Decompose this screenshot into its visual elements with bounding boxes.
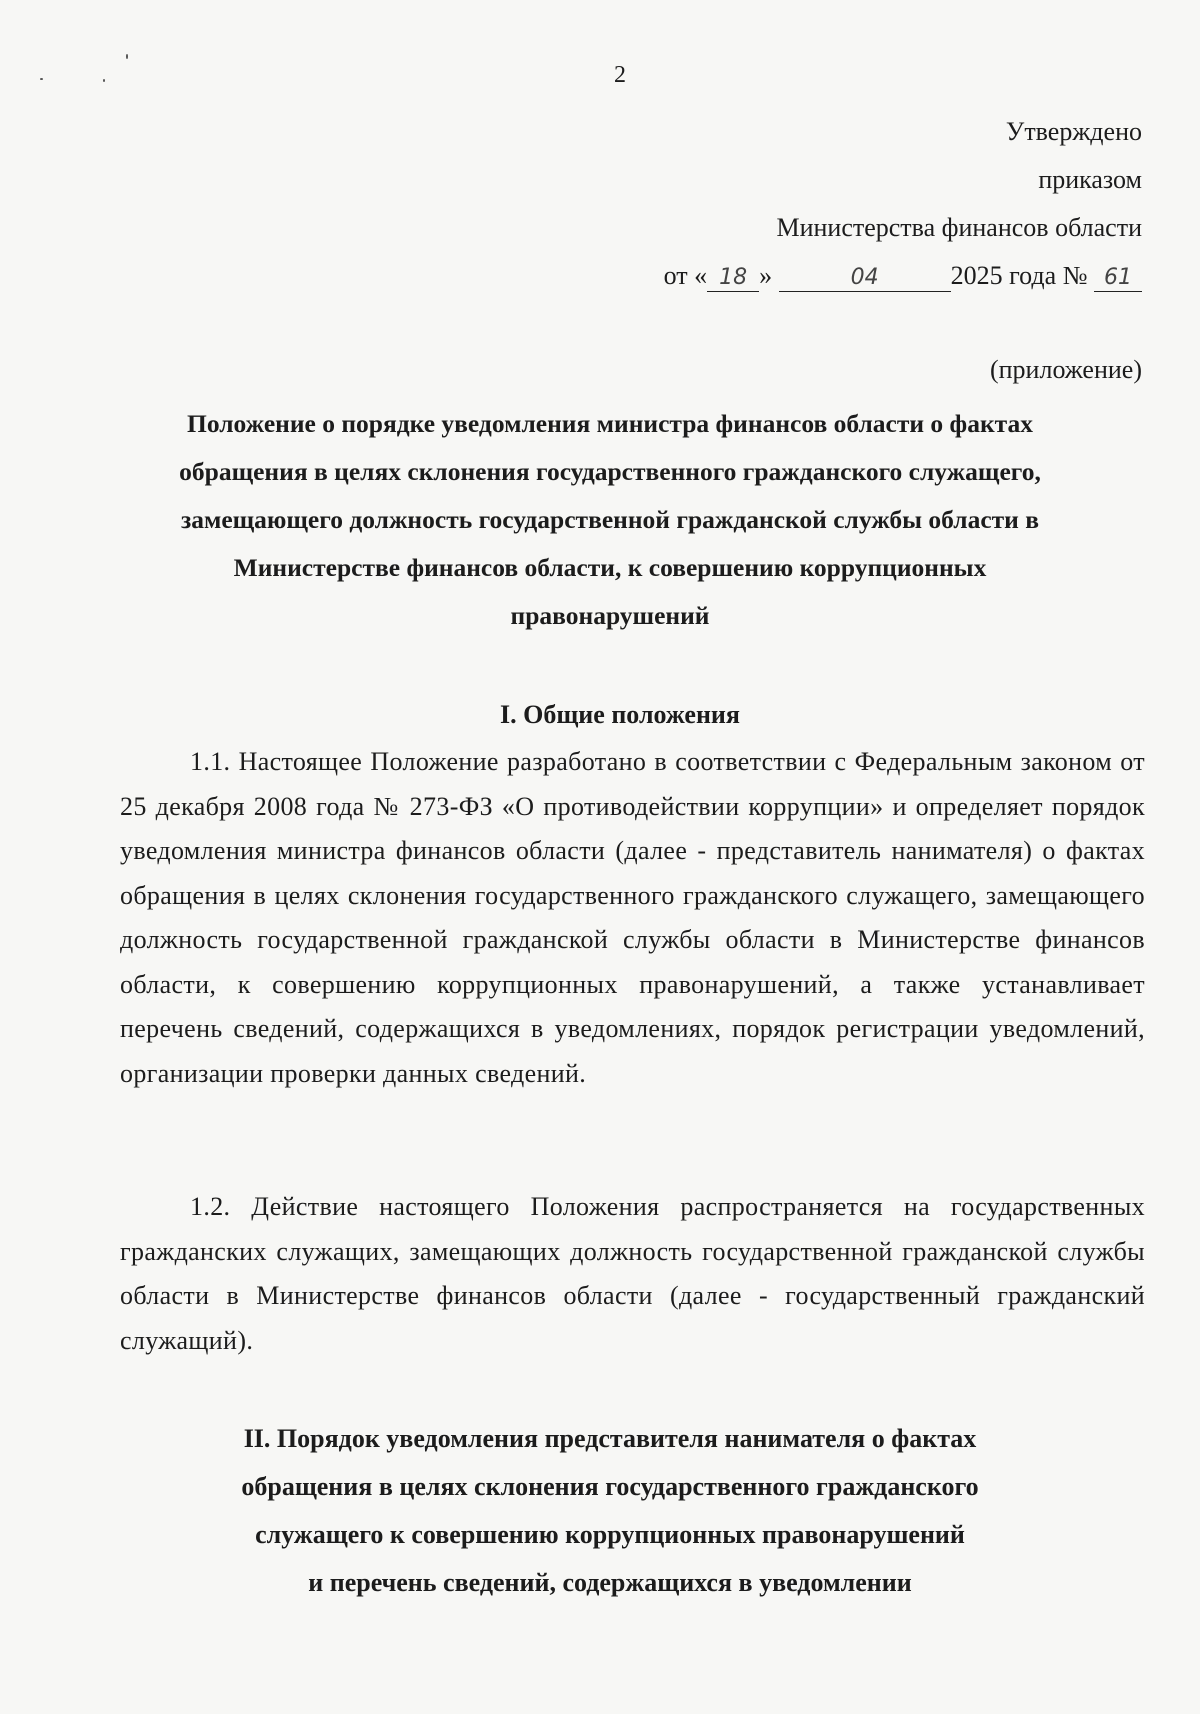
section-1-heading: I. Общие положения — [500, 700, 740, 729]
section-2-heading-line: и перечень сведений, содержащихся в уведомлении — [308, 1568, 912, 1597]
approval-label: Утверждено — [1005, 117, 1142, 146]
handwritten-month: 04 — [779, 265, 951, 292]
date-close-quote: » — [759, 261, 773, 290]
title-line: обращения в целях склонения государственного гражданского служащего, — [179, 457, 1041, 486]
document-title — [140, 400, 1080, 640]
title-line: правонарушений — [510, 601, 710, 630]
annex-label: (приложение) — [989, 355, 1142, 384]
page-number: 2 — [614, 62, 626, 88]
section-2-heading-line: служащего к совершению коррупционных правонарушений — [255, 1520, 965, 1549]
date-prefix: от « — [663, 261, 708, 290]
approval-ministry: Министерства финансов области — [776, 213, 1142, 242]
approval-block — [664, 108, 1142, 300]
scan-speck — [126, 54, 128, 59]
paragraph-1-2: 1.2. Действие настоящего Положения распространяется на государственных гражданских служащих, замещающих должность государственной гражданской службы области в Министерстве финансов области (далее - государственный гражданский служащий). — [120, 1192, 1145, 1355]
title-line: замещающего должность государственной гражданской службы области в — [180, 505, 1040, 534]
title-line: Положение о порядке уведомления министра финансов области о фактах — [187, 409, 1033, 438]
section-2-heading-line: обращения в целях склонения государственного гражданского — [241, 1472, 979, 1501]
section-2-heading-line: II. Порядок уведомления представителя нанимателя о фактах — [243, 1424, 977, 1453]
handwritten-order-number: 61 — [1094, 265, 1142, 292]
handwritten-day: 18 — [707, 265, 759, 292]
approval-order-label: приказом — [1038, 165, 1142, 194]
paragraph-1-1: 1.1. Настоящее Положение разработано в соответствии с Федеральным законом от 25 декабря 2008 года № 273-ФЗ «О противодействии коррупции» и определяет порядок уведомления министра финансов области (далее - представитель нанимателя) о фактах обращения в целях склонения государственного гражданского служащего, замещающего должность государственной гражданской службы области в Министерстве финансов области, к совершению коррупционных правонарушений, а также устанавливает перечень сведений, содержащихся в уведомлениях, порядок регистрации уведомлений, организации проверки данных сведений. — [120, 747, 1145, 1088]
approval-date-line — [664, 252, 1142, 300]
date-year: 2025 года № — [950, 261, 1088, 290]
title-line: Министерстве финансов области, к совершению коррупционных — [233, 553, 987, 582]
section-2-heading — [140, 1415, 1080, 1607]
